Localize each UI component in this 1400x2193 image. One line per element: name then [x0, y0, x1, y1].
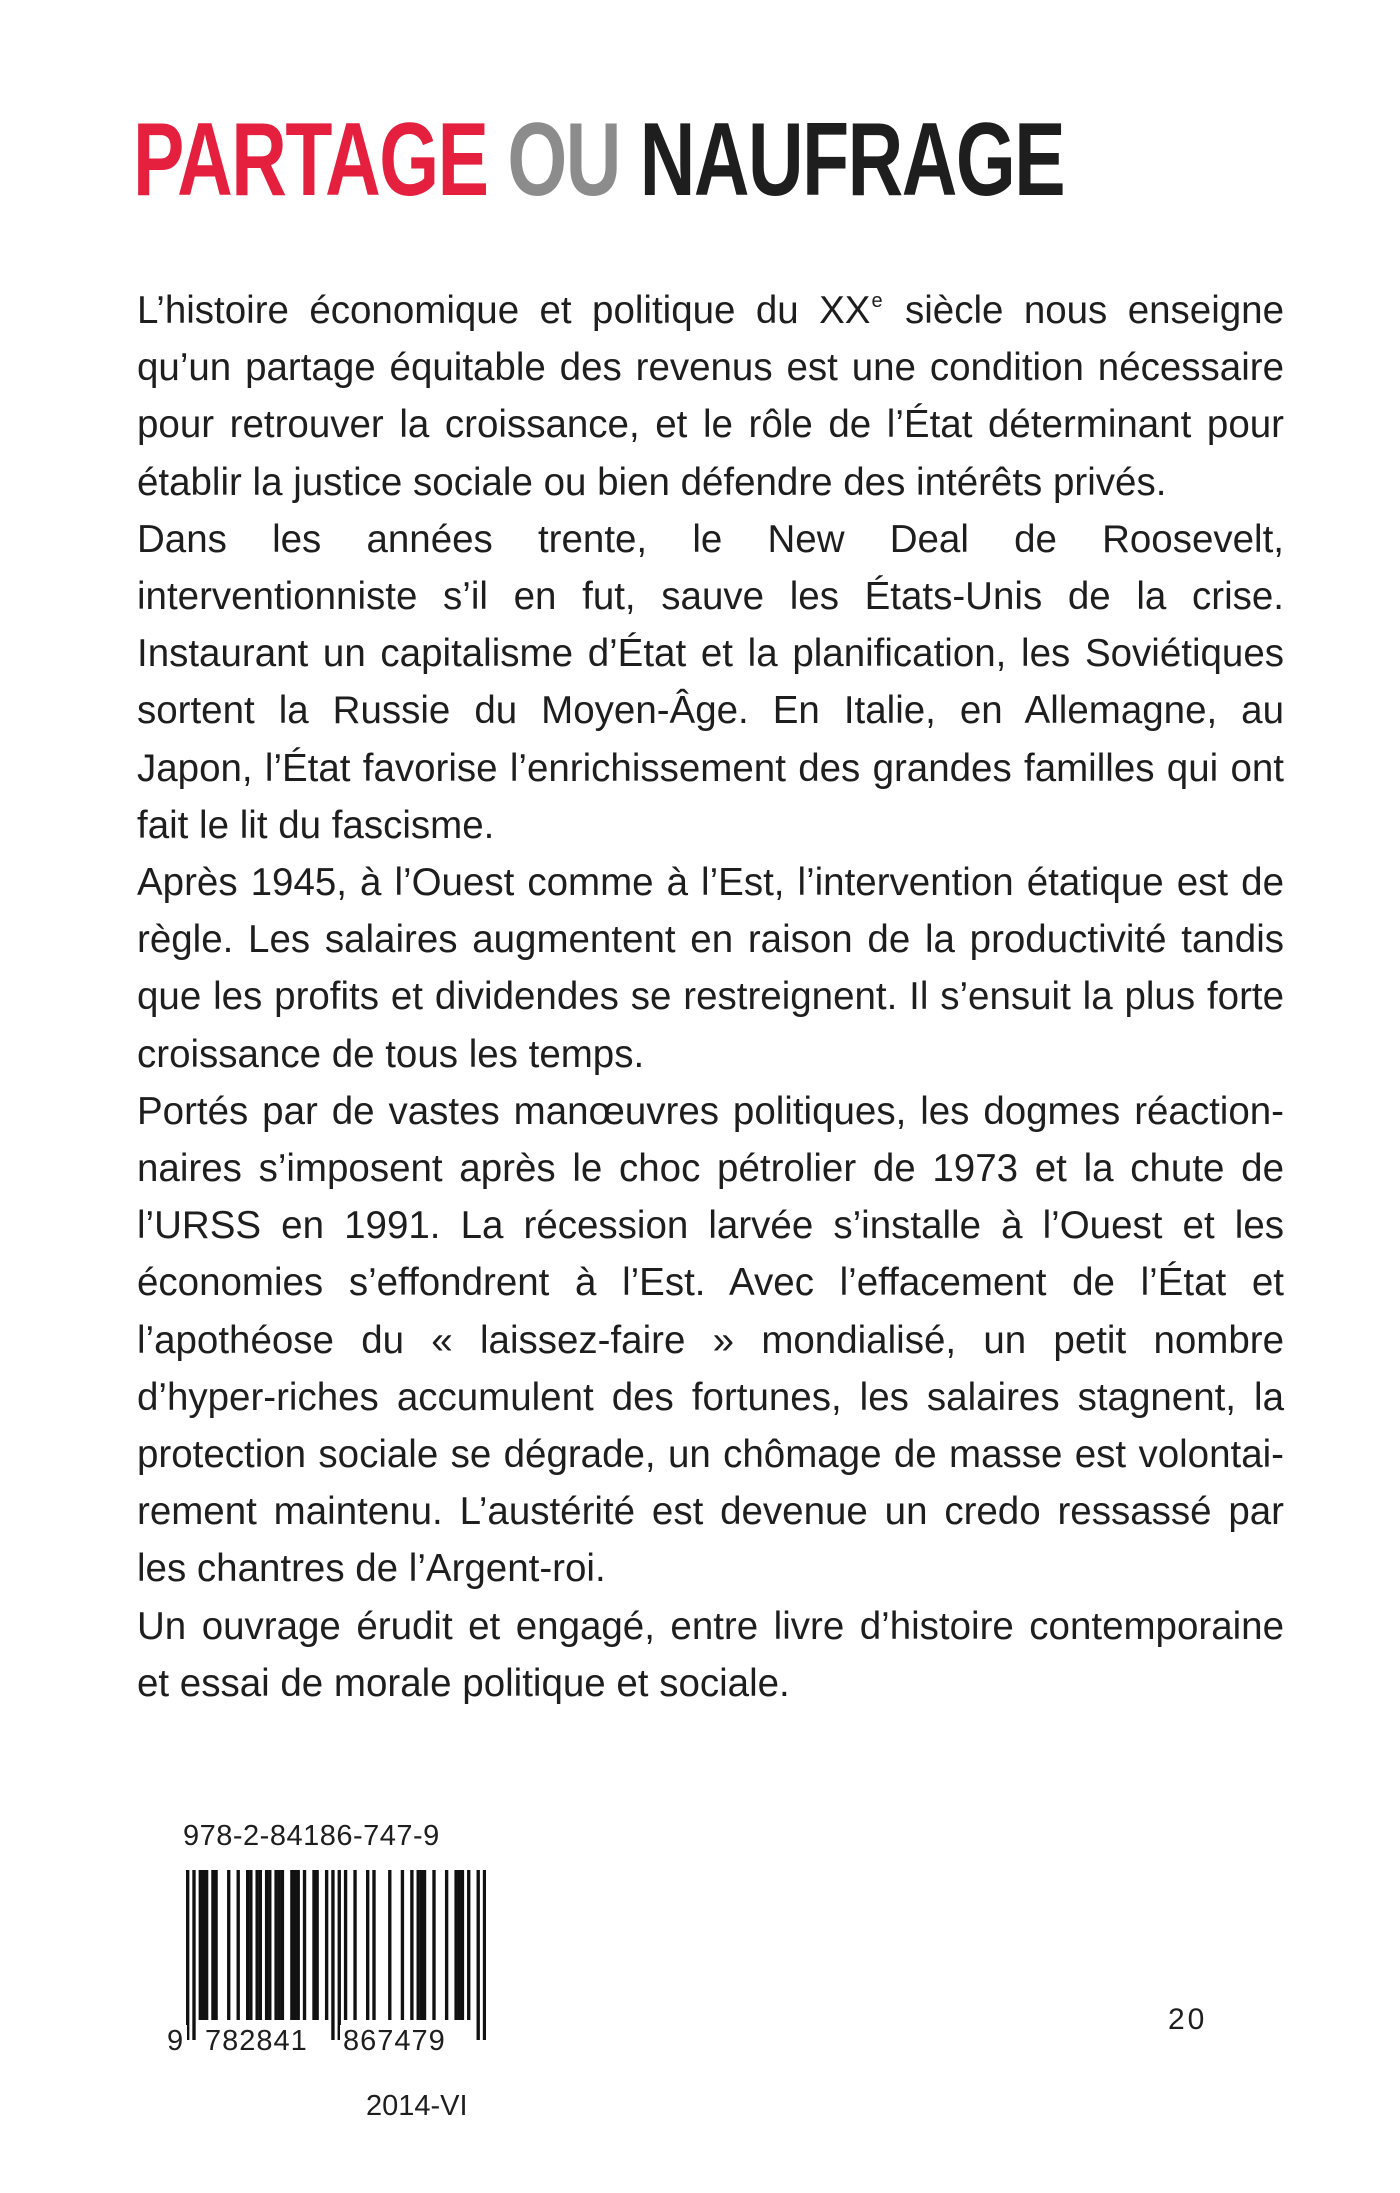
barcode-bar: [338, 1870, 341, 2040]
barcode-bar: [423, 1870, 426, 2020]
barcode-bar: [366, 1870, 369, 2020]
century-superscript: e: [871, 290, 883, 312]
barcode-bar: [477, 1870, 480, 2040]
paragraph-1: L’histoire économique et politique du XXe siècle nous enseigne qu’un partage équitable des revenus est une condition nécessaire pour retrouver la croissance, et le rôle de l’État déterminant pour établir la justice sociale ou bien défendre des intérêts privés.: [137, 289, 1284, 504]
barcode-bar: [303, 1870, 306, 2020]
barcode-bar: [401, 1870, 404, 2020]
title-word-ou: OU: [507, 102, 620, 218]
barcode-right-group: 867479: [340, 2025, 449, 2058]
price-code: 20: [1168, 2003, 1208, 2036]
barcode-bar: [202, 1870, 205, 2020]
barcode-bar: [249, 1870, 252, 2020]
barcode-bar: [227, 1870, 230, 2020]
back-cover-blurb: [137, 282, 1284, 1712]
barcode-bar: [420, 1870, 423, 2020]
barcode-bar: [192, 1870, 195, 2040]
barcode-bar: [353, 1870, 356, 2020]
barcode-bar: [315, 1870, 318, 2020]
barcode-bar: [410, 1870, 413, 2020]
barcode-bar: [265, 1870, 268, 2020]
barcode-bar: [237, 1870, 240, 2020]
barcode-bar: [458, 1870, 461, 2020]
barcode-bar: [432, 1870, 435, 2020]
barcode-bar: [205, 1870, 208, 2020]
barcode-bar: [325, 1870, 328, 2020]
paragraph-4: Portés par de vastes manœuvres politiques, les dogmes réactionnaires s’imposent après le choc pétrolier de 1973 et la chute de l’URSS en 1991. La récession larvée s’installe à l’Ouest et les économies s’effondrent à l’Est. Avec l’effacement de l’État et l’apothéose du « laissez-faire » mondialisé, un petit nombre d’hyper-riches accumulent des fortunes, les salaires stagnent, la protection sociale se dégrade, un chômage de masse est volontairement maintenu. L’austérité est devenue un credo ressassé par les chantres de l’Argent-roi.: [137, 1089, 1284, 1591]
barcode-left-group: 782841: [202, 2025, 311, 2058]
barcode-bar: [312, 1870, 315, 2020]
barcode-bar: [211, 1870, 214, 2020]
paragraph-2: Dans les années trente, le New Deal de Roosevelt, interventionniste s’il en fut, sauve les États-Unis de la crise. Instaurant un capitalisme d’État et la planification, les Soviétiques sortent la Russie du Moyen-Âge. En Italie, en Allemagne, au Japon, l’État favorise l’enrichissement des grandes familles qui ont fait le lit du fascisme.: [137, 517, 1284, 847]
catalog-code: 2014-VI: [366, 2090, 468, 2122]
barcode-bar: [297, 1870, 300, 2020]
barcode-bar: [461, 1870, 464, 2020]
barcode-bar: [483, 1870, 486, 2040]
barcode-bar: [293, 1870, 296, 2020]
paragraph-3: Après 1945, à l’Ouest comme à l’Est, l’intervention étatique est de règle. Les salaires augmentent en raison de la productivité tandis que les profits et dividendes se restreignent. Il s’ensuit la plus forte croissance de tous les temps.: [137, 861, 1284, 1076]
barcode-bar: [278, 1870, 281, 2020]
book-title: [133, 102, 1065, 218]
barcode-bar: [214, 1870, 217, 2020]
barcode-bar: [268, 1870, 271, 2020]
barcode-bar: [454, 1870, 457, 2020]
barcode-bar: [331, 1870, 334, 2040]
barcode-bar: [246, 1870, 249, 2020]
barcode-bar: [281, 1870, 284, 2020]
title-word-naufrage: NAUFRAGE: [639, 102, 1065, 218]
paragraph-5: Un ouvrage érudit et engagé, entre livre d’histoire contemporaine et essai de morale politique et sociale.: [137, 1604, 1284, 1705]
barcode-bar: [388, 1870, 391, 2020]
barcode-first-digit: 9: [164, 2025, 187, 2058]
barcode-bar: [186, 1870, 189, 2040]
barcode-bar: [372, 1870, 375, 2020]
barcode-bar: [274, 1870, 277, 2020]
barcode-bar: [255, 1870, 258, 2020]
title-word-partage: PARTAGE: [133, 102, 488, 218]
barcode-bar: [344, 1870, 347, 2020]
barcode-bar: [290, 1870, 293, 2020]
barcode-bar: [199, 1870, 202, 2020]
barcode-bar: [467, 1870, 470, 2020]
barcode-bar: [417, 1870, 420, 2020]
barcode-bar: [259, 1870, 262, 2020]
isbn-number: 978-2-84186-747-9: [183, 1820, 440, 1852]
barcode-bar: [445, 1870, 448, 2020]
barcode-icon: [186, 1870, 486, 2040]
